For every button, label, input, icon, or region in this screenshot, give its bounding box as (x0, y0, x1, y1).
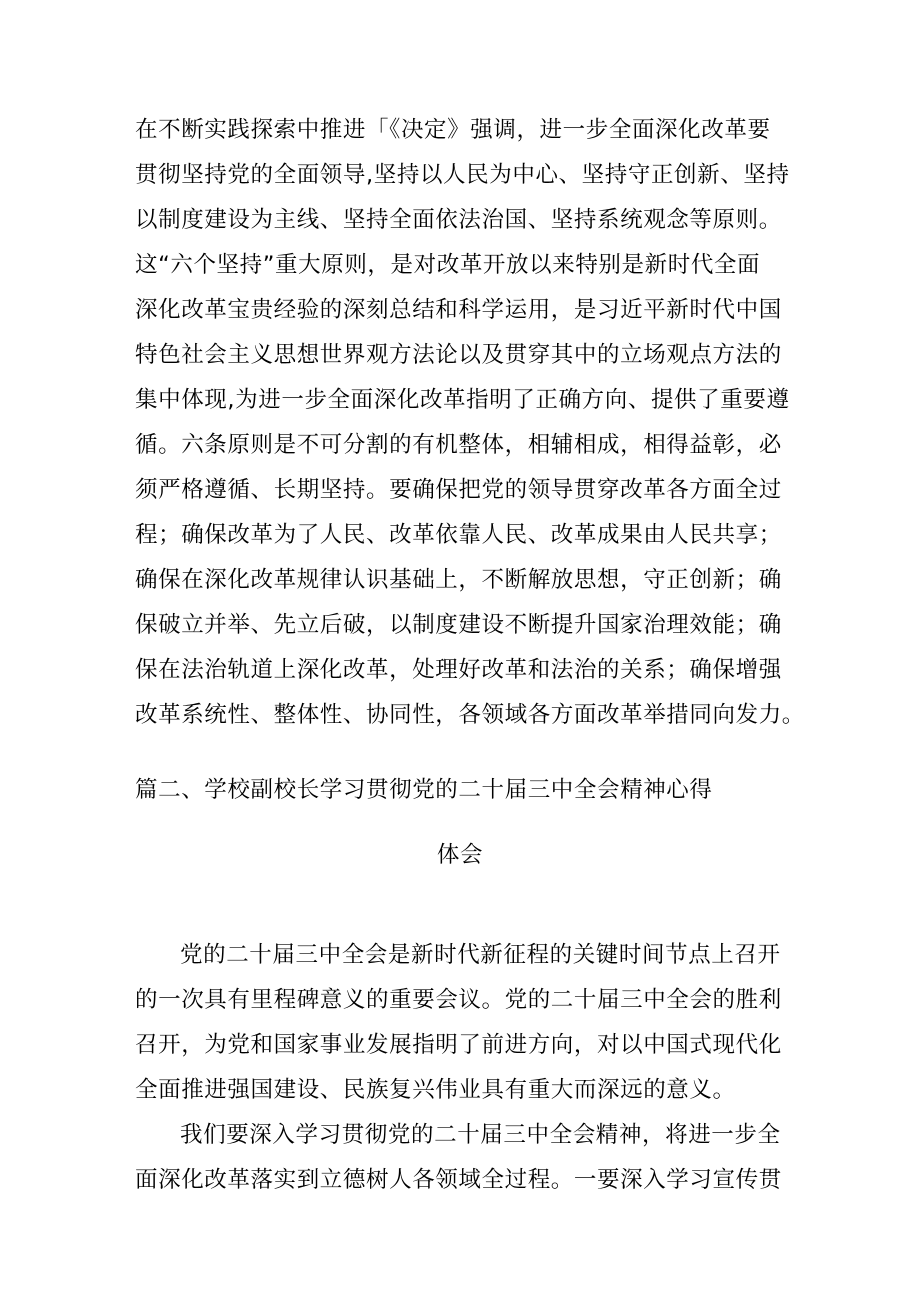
body-line: 集中体现,为进一步全面深化改革指明了正确方向、提供了重要遵 (135, 387, 790, 413)
section-heading-continuation: 体会 (436, 842, 484, 868)
body-line: 深化改革宝贵经验的深刻总结和科学运用，是习近平新时代中国 (135, 297, 782, 323)
body-line: 面深化改革落实到立德树人各领域全过程。一要深入学习宣传贯 (135, 1167, 782, 1193)
body-line: 全面推进强国建设、民族复兴伟业具有重大而深远的意义。 (135, 1077, 736, 1103)
body-line: 特色社会主义思想世界观方法论以及贯穿其中的立场观点方法的 (135, 342, 782, 368)
body-line: 循。六条原则是不可分割的有机整体，相辅相成，相得益彰，必 (135, 432, 782, 458)
body-line: 这“六个坚持”重大原则，是对改革开放以来特别是新时代全面 (135, 252, 761, 278)
body-line: 贯彻坚持党的全面领导,坚持以人民为中心、坚持守正创新、坚持 (135, 162, 790, 188)
section-heading: 篇二、学校副校长学习贯彻党的二十届三中全会精神心得 (135, 777, 713, 803)
paragraph-first-line: 党的二十届三中全会是新时代新征程的关键时间节点上召开 (180, 942, 781, 968)
body-line: 的一次具有里程碑意义的重要会议。党的二十届三中全会的胜利 (135, 987, 782, 1013)
body-line: 保在法治轨道上深化改革，处理好改革和法治的关系；确保增强 (135, 657, 782, 683)
body-line: 程；确保改革为了人民、改革依靠人民、改革成果由人民共享； (135, 522, 782, 548)
body-line: 保破立并举、先立后破，以制度建设不断提升国家治理效能；确 (135, 612, 782, 638)
body-line: 须严格遵循、长期坚持。要确保把党的领导贯穿改革各方面全过 (135, 477, 782, 503)
body-line: 确保在深化改革规律认识基础上，不断解放思想，守正创新；确 (135, 567, 782, 593)
body-line: 以制度建设为主线、坚持全面依法治国、坚持系统观念等原则。 (135, 207, 782, 233)
body-line: 召开，为党和国家事业发展指明了前进方向，对以中国式现代化 (135, 1032, 782, 1058)
body-line: 改革系统性、整体性、协同性，各领域各方面改革举措同向发力。 (135, 702, 805, 728)
paragraph-first-line: 我们要深入学习贯彻党的二十届三中全会精神，将进一步全 (180, 1122, 781, 1148)
body-line: 在不断实践探索中推进「《决定》强调，进一步全面深化改革要 (135, 117, 771, 143)
